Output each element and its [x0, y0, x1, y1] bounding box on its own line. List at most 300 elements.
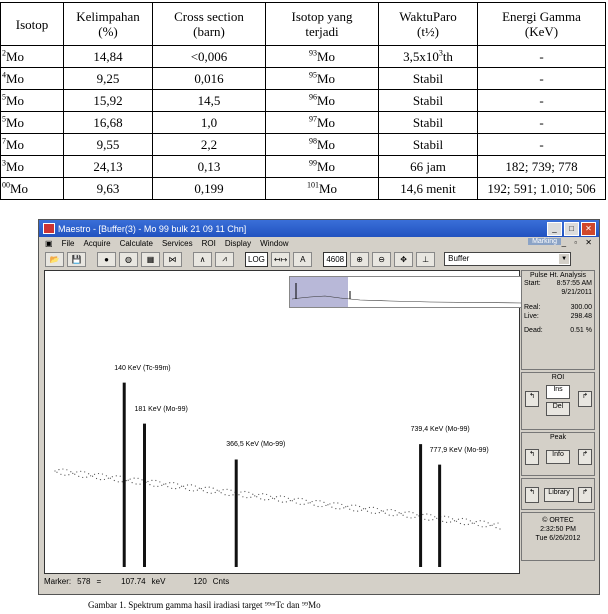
continuum-point [304, 504, 305, 505]
continuum-point [343, 507, 344, 508]
continuum-point [94, 474, 95, 475]
peak-info-icon[interactable]: ⩘ [215, 252, 234, 267]
cell-energi-gamma: 192; 591; 1.010; 506 [478, 178, 606, 200]
continuum-point [424, 519, 425, 520]
continuum-point [96, 478, 97, 479]
marker-equals: = [96, 576, 102, 586]
cell-isotop: $^2$Mo [1, 46, 64, 68]
zoom-in-icon[interactable]: ⊕ [350, 252, 369, 267]
continuum-point [56, 472, 57, 473]
continuum-point [325, 505, 326, 506]
continuum-point [341, 504, 342, 505]
cell-cross-section: 2,2 [153, 134, 266, 156]
save-icon[interactable]: 💾 [67, 252, 86, 267]
continuum-point [114, 480, 115, 481]
cell-kelimpahan: 14,84 [64, 46, 153, 68]
continuum-point [383, 511, 384, 512]
continuum-point [329, 503, 330, 504]
continuum-point [246, 497, 247, 498]
continuum-point [460, 523, 461, 524]
continuum-point [482, 526, 483, 527]
cell-waktu-paro: 66 jam [379, 156, 478, 178]
table-row [1, 178, 606, 200]
cell-kelimpahan: 9,55 [64, 134, 153, 156]
cell-isotop-terjadi: $^{93}$Mo [266, 46, 379, 68]
peak-label: 366,5 KeV (Mo-99) [226, 441, 286, 449]
continuum-point [110, 478, 111, 479]
continuum-point [313, 505, 314, 506]
cell-isotop-terjadi: $^{101}$Mo [266, 178, 379, 200]
continuum-point [126, 480, 127, 481]
clear-icon[interactable]: ▦ [141, 252, 160, 267]
continuum-point [274, 498, 275, 499]
continuum-point [497, 522, 498, 523]
cell-isotop-terjadi: $^{96}$Mo [266, 90, 379, 112]
cell-energi-gamma: - [478, 112, 606, 134]
continuum-point [349, 509, 350, 510]
continuum-point [416, 514, 417, 515]
live-label: Live: [524, 313, 539, 320]
continuum-point [292, 500, 293, 501]
continuum-point [357, 511, 358, 512]
continuum-point [480, 520, 481, 521]
continuum-point [371, 512, 372, 513]
continuum-point [323, 502, 324, 503]
continuum-point [151, 480, 152, 481]
cell-waktu-paro: $3,5x10^3th$ [379, 46, 478, 68]
clock-date: 6/26/2012 [549, 535, 581, 542]
continuum-point [306, 500, 307, 501]
continuum-point [76, 471, 77, 472]
cell-waktu-paro: Stabil [379, 90, 478, 112]
continuum-point [284, 496, 285, 497]
library-panel [521, 478, 595, 510]
menu-icon[interactable]: ▣ [45, 239, 53, 248]
continuum-point [211, 493, 212, 494]
continuum-point [181, 486, 182, 487]
continuum-point [434, 516, 435, 517]
continuum-point [300, 504, 301, 505]
dead-label: Dead: [524, 327, 543, 334]
continuum-point [288, 498, 289, 499]
table-row [1, 134, 606, 156]
continuum-point [122, 481, 123, 482]
continuum-point [426, 513, 427, 514]
menu-roi[interactable]: ROI [201, 239, 216, 248]
continuum-point [177, 483, 178, 484]
continuum-point [100, 479, 101, 480]
continuum-point [458, 519, 459, 520]
log-scale-button[interactable]: LOG [245, 252, 268, 267]
continuum-point [98, 473, 99, 474]
start-label: Start: [524, 280, 541, 287]
continuum-point [452, 518, 453, 519]
clock-day: Tue [535, 535, 548, 542]
continuum-point [365, 508, 366, 509]
cell-isotop-terjadi: $^{97}$Mo [266, 112, 379, 134]
continuum-point [167, 486, 168, 487]
continuum-point [185, 488, 186, 489]
side-panel [521, 270, 595, 588]
continuum-point [410, 517, 411, 518]
continuum-point [205, 487, 206, 488]
start-acquire-icon[interactable]: ● [97, 252, 116, 267]
table-row [1, 68, 606, 90]
continuum-point [373, 507, 374, 508]
continuum-point [464, 524, 465, 525]
continuum-point [454, 520, 455, 521]
continuum-point [484, 521, 485, 522]
continuum-point [270, 496, 271, 497]
continuum-point [312, 501, 313, 502]
continuum-point [139, 483, 140, 484]
cell-isotop-terjadi: $^{99}$Mo [266, 156, 379, 178]
figure-caption: Gambar 1. Spektrum gamma hasil iradiasi target ⁹⁹ᵐTc dan ⁹⁹Mo [88, 600, 321, 610]
continuum-point [456, 521, 457, 522]
continuum-point [108, 478, 109, 479]
continuum-point [195, 485, 196, 486]
marker-counts-unit: Cnts [212, 576, 230, 586]
continuum-point [474, 523, 475, 524]
roi-del-button[interactable]: Del [546, 402, 570, 416]
continuum-point [276, 496, 277, 497]
continuum-point [490, 525, 491, 526]
peak-label: 140 KeV (Tc-99m) [114, 364, 171, 372]
continuum-point [68, 474, 69, 475]
chevron-down-icon[interactable]: ▼ [559, 254, 569, 264]
continuum-point [333, 502, 334, 503]
cell-cross-section: 0,13 [153, 156, 266, 178]
header-waktu-paro: WaktuParo (t½) [379, 3, 478, 46]
continuum-point [272, 498, 273, 499]
continuum-point [397, 514, 398, 515]
table-row [1, 156, 606, 178]
continuum-point [72, 473, 73, 474]
continuum-point [201, 488, 202, 489]
cell-isotop: $^5$Mo [1, 112, 64, 134]
header-kelimpahan: Kelimpahan (%) [64, 3, 153, 46]
pulse-height-panel [521, 270, 595, 370]
continuum-point [476, 521, 477, 522]
marker-energy: 107.74 [121, 576, 146, 586]
cell-isotop: $^7$Mo [1, 134, 64, 156]
continuum-point [163, 484, 164, 485]
menu-display[interactable]: Display [224, 239, 252, 248]
cell-kelimpahan: 16,68 [64, 112, 153, 134]
continuum-point [385, 513, 386, 514]
continuum-point [242, 496, 243, 497]
continuum-point [493, 523, 494, 524]
continuum-point [363, 508, 364, 509]
continuum-point [221, 492, 222, 493]
cell-waktu-paro: 14,6 menit [379, 178, 478, 200]
cell-isotop: $^3$Mo [1, 156, 64, 178]
continuum-point [337, 502, 338, 503]
roi-next-icon[interactable]: ↱ [578, 391, 592, 407]
continuum-point [173, 482, 174, 483]
continuum-point [102, 473, 103, 474]
continuum-point [230, 490, 231, 491]
continuum-point [345, 506, 346, 507]
library-next-icon[interactable]: ↱ [578, 487, 592, 503]
continuum-point [183, 486, 184, 487]
continuum-point [157, 486, 158, 487]
continuum-point [402, 515, 403, 516]
continuum-point [153, 486, 154, 487]
roi-mark-icon[interactable]: ⋈ [163, 252, 182, 267]
continuum-point [147, 481, 148, 482]
continuum-point [118, 481, 119, 482]
continuum-point [187, 484, 188, 485]
continuum-point [149, 484, 150, 485]
roi-panel [521, 372, 595, 430]
continuum-point [359, 506, 360, 507]
status-bar [44, 575, 518, 587]
continuum-point [135, 483, 136, 484]
table-header-row [1, 3, 606, 46]
continuum-point [60, 474, 61, 475]
minimize-button[interactable]: _ [547, 222, 562, 236]
menu-file[interactable]: File [61, 239, 75, 248]
continuum-point [266, 494, 267, 495]
horizontal-expand-icon[interactable]: ↤↦ [271, 252, 290, 267]
ortec-clock-panel [521, 512, 595, 561]
auto-scale-button[interactable]: A [293, 252, 312, 267]
cell-kelimpahan: 9,25 [64, 68, 153, 90]
peak-info-button[interactable]: Info [546, 450, 570, 464]
cell-energi-gamma: - [478, 46, 606, 68]
continuum-point [381, 510, 382, 511]
menu-services[interactable]: Services [161, 239, 193, 248]
peak-panel [521, 432, 595, 476]
peak-label: 739,4 KeV (Mo-99) [410, 426, 470, 434]
continuum-point [256, 496, 257, 497]
continuum-point [203, 490, 204, 491]
continuum-point [491, 525, 492, 526]
continuum-point [64, 475, 65, 476]
continuum-point [268, 499, 269, 500]
table-row [1, 90, 606, 112]
real-label: Real: [524, 304, 541, 311]
header-isotop: Isotop [1, 3, 64, 46]
buffer-select[interactable] [444, 252, 571, 266]
cell-isotop-terjadi: $^{98}$Mo [266, 134, 379, 156]
continuum-point [379, 512, 380, 513]
cell-energi-gamma: - [478, 134, 606, 156]
continuum-point [106, 475, 107, 476]
marker-energy-unit: keV [151, 576, 166, 586]
continuum-point [470, 520, 471, 521]
continuum-point [393, 515, 394, 516]
fullview-icon[interactable]: ⊥ [416, 252, 435, 267]
close-button[interactable]: ✕ [581, 222, 596, 236]
header-cross-section: Cross section (barn) [153, 3, 266, 46]
continuum-point [375, 513, 376, 514]
marker-label: Marker: [44, 576, 72, 586]
continuum-point [430, 514, 431, 515]
continuum-point [141, 479, 142, 480]
continuum-point [468, 524, 469, 525]
maestro-app-icon [43, 223, 55, 234]
peak-label: 181 KeV (Mo-99) [134, 405, 188, 413]
continuum-point [80, 471, 81, 472]
continuum-point [175, 488, 176, 489]
continuum-point [428, 520, 429, 521]
continuum-point [436, 518, 437, 519]
cell-cross-section: 0,199 [153, 178, 266, 200]
cell-waktu-paro: Stabil [379, 112, 478, 134]
continuum-point [179, 487, 180, 488]
continuum-point [347, 506, 348, 507]
open-icon[interactable]: 📂 [45, 252, 64, 267]
continuum-point [207, 492, 208, 493]
continuum-point [432, 519, 433, 520]
spectrum-svg [45, 271, 519, 573]
continuum-point [331, 507, 332, 508]
continuum-point [226, 489, 227, 490]
continuum-point [367, 511, 368, 512]
cell-isotop: $^4$Mo [1, 68, 64, 90]
cell-cross-section: <0,006 [153, 46, 266, 68]
continuum-point [260, 498, 261, 499]
continuum-point [169, 482, 170, 483]
continuum-point [54, 470, 55, 471]
continuum-point [116, 475, 117, 476]
roi-ins-button[interactable]: Ins [546, 385, 570, 399]
continuum-point [298, 498, 299, 499]
peak-next-icon[interactable]: ↱ [578, 449, 592, 465]
continuum-point [319, 500, 320, 501]
continuum-point [264, 499, 265, 500]
continuum-point [191, 484, 192, 485]
continuum-point [294, 499, 295, 500]
continuum-point [130, 478, 131, 479]
cell-isotop: $^5$Mo [1, 90, 64, 112]
continuum-point [252, 494, 253, 495]
cell-isotop: $^{00}$Mo [1, 178, 64, 200]
menu-bar [39, 237, 599, 250]
continuum-point [472, 523, 473, 524]
menu-window[interactable]: Window [260, 239, 289, 248]
continuum-point [104, 479, 105, 480]
continuum-point [258, 494, 259, 495]
continuum-point [134, 478, 135, 479]
dead-value: 0.51 [570, 327, 584, 334]
menu-acquire[interactable]: Acquire [83, 239, 111, 248]
continuum-point [262, 493, 263, 494]
continuum-point [282, 502, 283, 503]
continuum-point [278, 500, 279, 501]
continuum-point [189, 490, 190, 491]
continuum-point [58, 469, 59, 470]
peak-prev-icon[interactable]: ↰ [525, 449, 539, 465]
continuum-point [128, 480, 129, 481]
cell-cross-section: 1,0 [153, 112, 266, 134]
continuum-point [199, 488, 200, 489]
center-icon[interactable]: ✥ [394, 252, 413, 267]
table-row [1, 112, 606, 134]
continuum-point [442, 521, 443, 522]
continuum-point [389, 514, 390, 515]
roi-prev-icon[interactable]: ↰ [525, 391, 539, 407]
cell-kelimpahan: 15,92 [64, 90, 153, 112]
continuum-point [353, 510, 354, 511]
continuum-point [339, 508, 340, 509]
continuum-point [296, 502, 297, 503]
continuum-point [317, 506, 318, 507]
continuum-point [62, 468, 63, 469]
continuum-point [240, 491, 241, 492]
continuum-point [446, 522, 447, 523]
cell-kelimpahan: 24,13 [64, 156, 153, 178]
start-time: 8:57:55 AM [556, 280, 592, 287]
header-energi-gamma: Energi Gamma (KeV) [478, 3, 606, 46]
continuum-point [395, 510, 396, 511]
peak-title: Peak [550, 434, 566, 441]
roi-title: ROI [551, 374, 565, 381]
buffer-select-value: Buffer [448, 254, 470, 263]
mdi-controls[interactable]: _ ▫ ✕ [561, 238, 595, 247]
real-value: 300.00 [570, 304, 592, 311]
continuum-point [215, 492, 216, 493]
library-prev-icon[interactable]: ↰ [525, 487, 539, 503]
cell-waktu-paro: Stabil [379, 68, 478, 90]
continuum-point [219, 490, 220, 491]
marker-value: 578 [77, 576, 91, 586]
continuum-point [361, 510, 362, 511]
continuum-point [120, 476, 121, 477]
continuum-point [387, 509, 388, 510]
library-button[interactable]: Library [544, 488, 574, 502]
continuum-point [495, 527, 496, 528]
continuum-point [315, 500, 316, 501]
continuum-point [224, 494, 225, 495]
channel-count-field[interactable]: 4608 [323, 252, 347, 267]
maestro-window [38, 219, 600, 595]
spectrum-plot[interactable] [44, 270, 520, 574]
continuum-point [401, 513, 402, 514]
toolbar [39, 250, 599, 268]
continuum-point [280, 495, 281, 496]
zoom-out-icon[interactable]: ⊖ [372, 252, 391, 267]
cell-isotop-terjadi: $^{95}$Mo [266, 68, 379, 90]
continuum-point [213, 488, 214, 489]
continuum-point [223, 489, 224, 490]
header-isotop-yang-terjadi: Isotop yang terjadi [266, 3, 379, 46]
continuum-point [159, 481, 160, 482]
cell-kelimpahan: 9,63 [64, 178, 153, 200]
continuum-point [232, 494, 233, 495]
continuum-point [112, 476, 113, 477]
marking-indicator: Marking [528, 238, 561, 245]
menu-calculate[interactable]: Calculate [119, 239, 153, 248]
continuum-point [66, 469, 67, 470]
continuum-point [310, 502, 311, 503]
continuum-point [244, 491, 245, 492]
continuum-point [408, 511, 409, 512]
stop-acquire-icon[interactable]: ◍ [119, 252, 138, 267]
peak-fit-icon[interactable]: ∧ [193, 252, 212, 267]
continuum-point [132, 482, 133, 483]
cell-energi-gamma: 182; 739; 778 [478, 156, 606, 178]
continuum-point [90, 475, 91, 476]
dead-unit: % [585, 327, 592, 334]
maximize-button[interactable]: □ [564, 222, 579, 236]
cell-cross-section: 14,5 [153, 90, 266, 112]
continuum-point [351, 505, 352, 506]
continuum-point [422, 514, 423, 515]
start-date: 9/21/2011 [561, 289, 592, 296]
